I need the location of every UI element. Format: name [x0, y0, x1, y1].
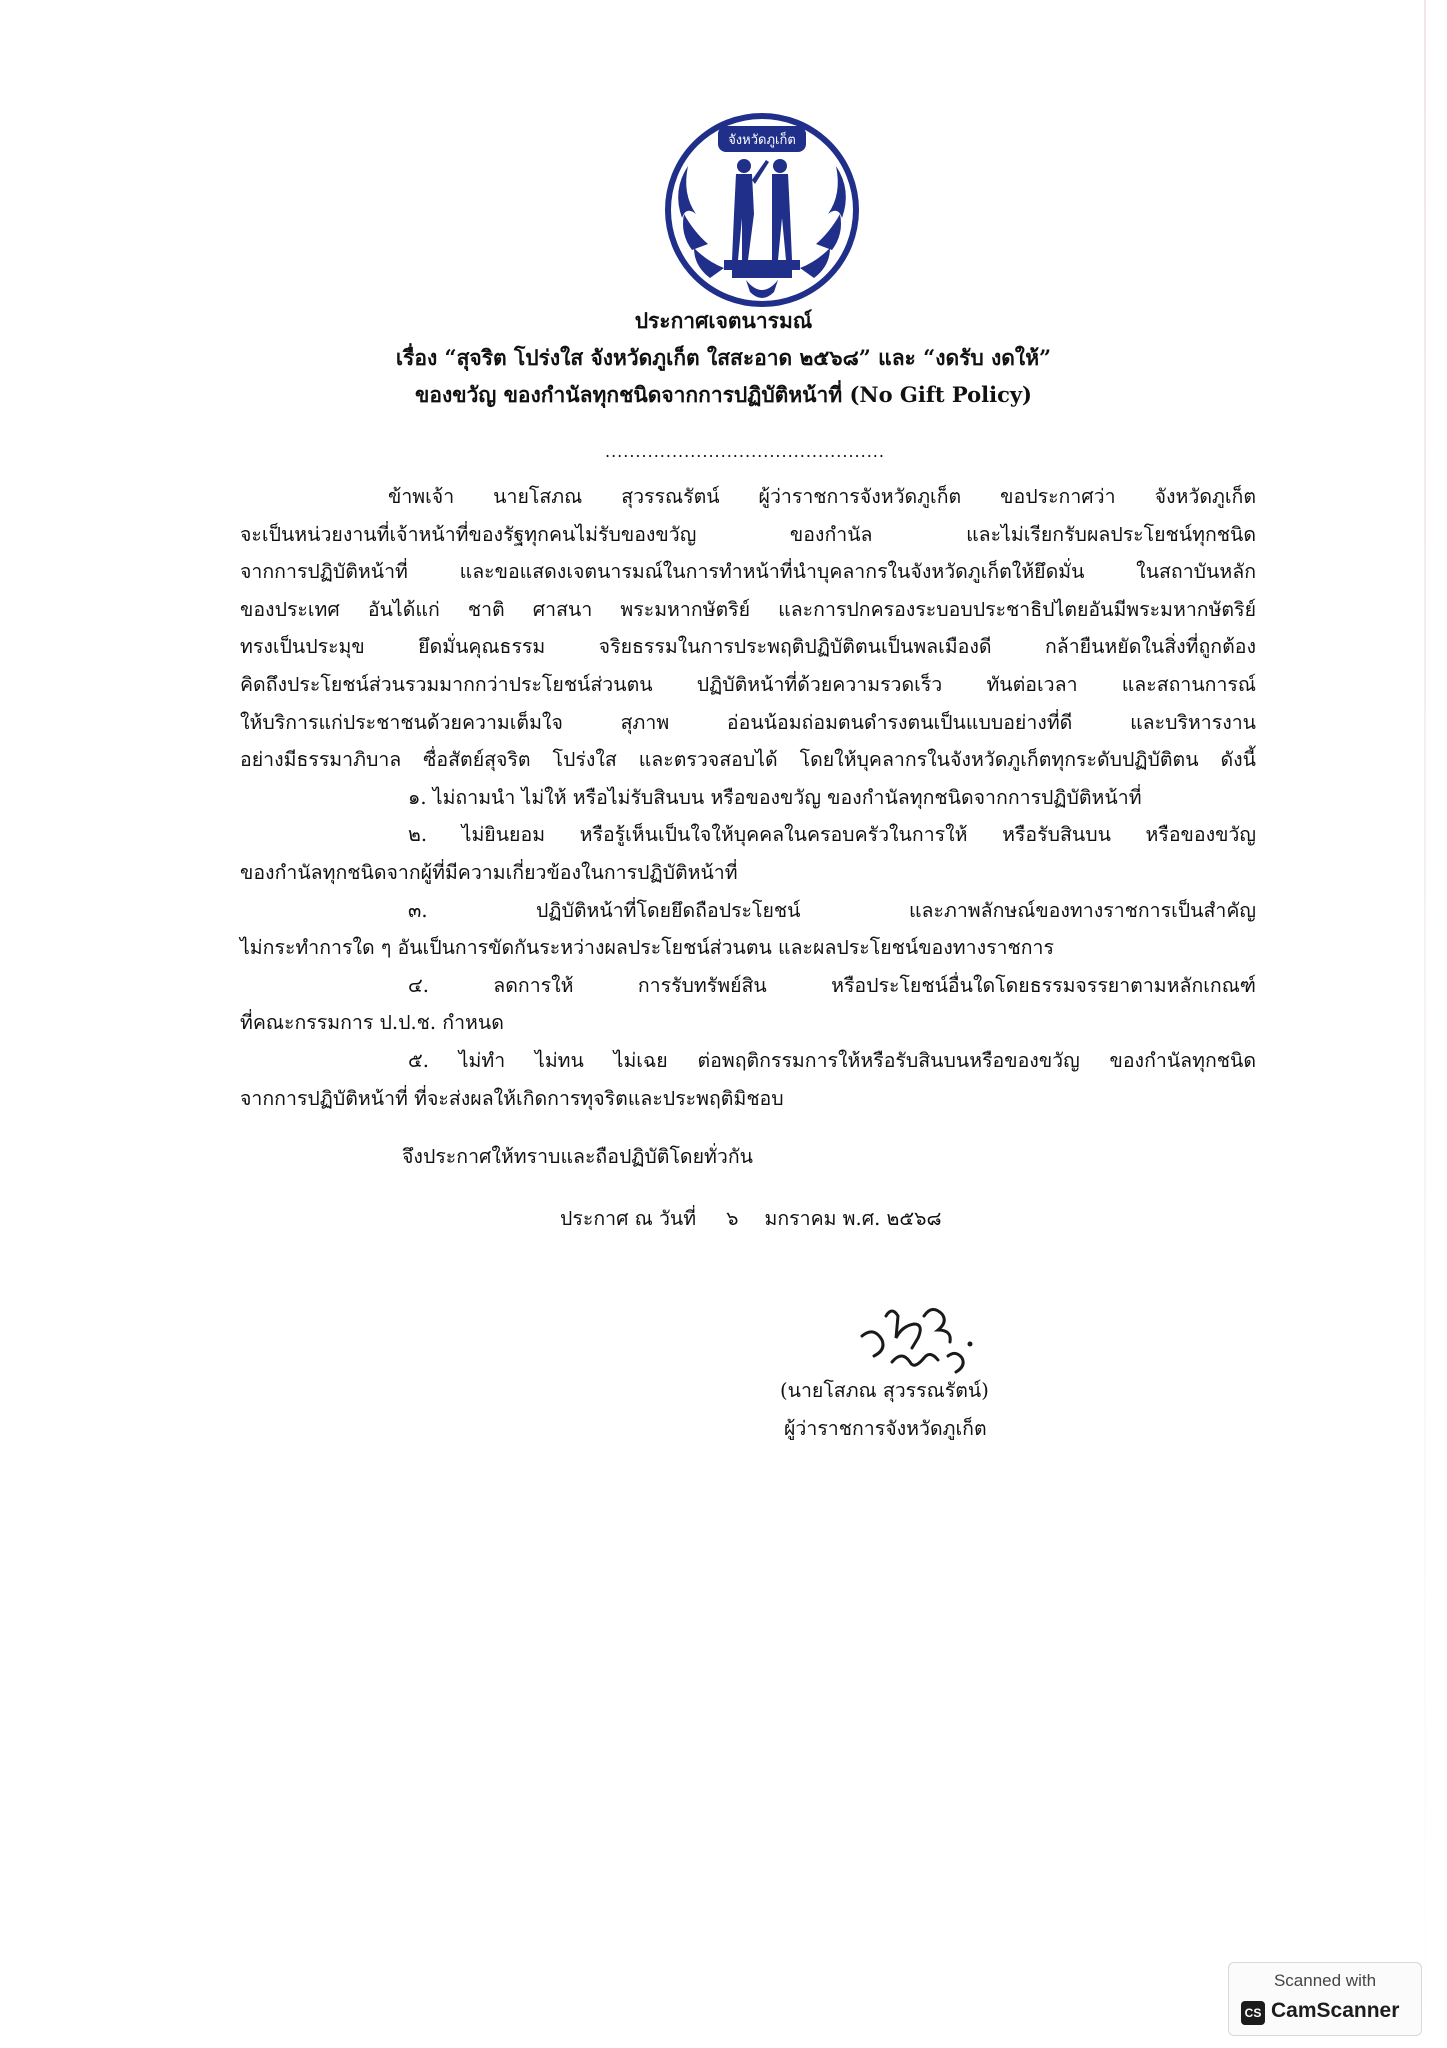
- list-item-2-continuation: ของกำนัลทุกชนิดจากผู้ที่มีความเกี่ยวข้องในการปฏิบัติหน้าที่: [240, 860, 738, 884]
- list-item-4-continuation: ที่คณะกรรมการ ป.ป.ช. กำหนด: [240, 1011, 504, 1035]
- scan-edge-mark: [1424, 0, 1426, 2048]
- intro-line: ให้บริการแก่ประชาชนด้วยความเต็มใจ สุภาพ อ่อนน้อมถ่อมตนดำรงตนเป็นแบบอย่างที่ดี และบริหารงาน: [240, 710, 1256, 734]
- intro-line: ของประเทศ อันได้แก่ ชาติ ศาสนา พระมหากษัตริย์ และการปกครองระบอบประชาธิปไตยอันมีพระมหากษัตริย์: [240, 597, 1256, 621]
- announcement-date: [560, 1200, 942, 1237]
- date-prefix: ประกาศ ณ วันที่: [560, 1207, 697, 1230]
- scanner-caption: Scanned with: [1273, 1971, 1377, 1990]
- intro-line: คิดถึงประโยชน์ส่วนรวมมากกว่าประโยชน์ส่วนตน ปฏิบัติหน้าที่ด้วยความรวดเร็ว ทันต่อเวลา และสถานการณ์: [240, 672, 1256, 696]
- announcement-body: [240, 478, 1256, 1117]
- closing-statement: จึงประกาศให้ทราบและถือปฏิบัติโดยทั่วกัน: [402, 1145, 753, 1168]
- camscanner-watermark: [1228, 1962, 1422, 2036]
- intro-line: อย่างมีธรรมาภิบาล ซื่อสัตย์สุจริต โปร่งใส และตรวจสอบได้ โดยให้บุคลากรในจังหวัดภูเก็ตทุกระดับปฏิบัติตน ดังนี้: [240, 748, 1256, 772]
- title-separator: ..............................................: [605, 442, 885, 461]
- list-item-5: ๕. ไม่ทำ ไม่ทน ไม่เฉย ต่อพฤติกรรมการให้หรือรับสินบนหรือของขวัญ ของกำนัลทุกชนิด: [408, 1048, 1256, 1072]
- list-item-4: ๔. ลดการให้ การรับทรัพย์สิน หรือประโยชน์อื่นใดโดยธรรมจรรยาตามหลักเกณฑ์: [408, 973, 1256, 997]
- title-line-2: เรื่อง “สุจริต โปร่งใส จังหวัดภูเก็ต ใสสะอาด ๒๕๖๘” และ “งดรับ งดให้”: [395, 345, 1052, 370]
- signer-name: (นายโสภณ สุวรรณรัตน์): [780, 1379, 989, 1402]
- list-item-5-continuation: จากการปฏิบัติหน้าที่ ที่จะส่งผลให้เกิดการทุจริตและประพฤติมิชอบ: [240, 1086, 784, 1110]
- list-item-3: ๓. ปฏิบัติหน้าที่โดยยึดถือประโยชน์ และภาพลักษณ์ของทางราชการเป็นสำคัญ: [408, 898, 1256, 922]
- phuket-province-seal-icon: [662, 110, 862, 310]
- date-day: ๖: [726, 1207, 739, 1230]
- intro-line: ข้าพเจ้า นายโสภณ สุวรรณรัตน์ ผู้ว่าราชการจังหวัดภูเก็ต ขอประกาศว่า จังหวัดภูเก็ต: [388, 485, 1256, 508]
- intro-line: จากการปฏิบัติหน้าที่ และขอแสดงเจตนารมณ์ในการทำหน้าที่นำบุคลากรในจังหวัดภูเก็ตให้ยึดมั่น ในสถาบันหลัก: [240, 560, 1256, 584]
- seal-ring-text: จังหวัดภูเก็ต: [728, 133, 796, 148]
- list-item-2: ๒. ไม่ยินยอม หรือรู้เห็นเป็นใจให้บุคคลในครอบครัวในการให้ หรือรับสินบน หรือของขวัญ: [408, 823, 1256, 847]
- date-month-year: มกราคม พ.ศ. ๒๕๖๘: [764, 1207, 942, 1230]
- camscanner-logo-icon: CS: [1241, 2001, 1265, 2025]
- list-item-3-continuation: ไม่กระทำการใด ๆ อันเป็นการขัดกันระหว่างผลประโยชน์ส่วนตน และผลประโยชน์ของทางราชการ: [240, 936, 1054, 960]
- list-item-1: ๑. ไม่ถามนำ ไม่ให้ หรือไม่รับสินบน หรือของขวัญ ของกำนัลทุกชนิดจากการปฏิบัติหน้าที่: [408, 785, 1142, 809]
- scanner-brand: CamScanner: [1271, 1999, 1400, 2022]
- title-line-1: ประกาศเจตนารมณ์: [634, 308, 813, 333]
- announcement-title: [150, 302, 1297, 413]
- intro-line: จะเป็นหน่วยงานที่เจ้าหน้าที่ของรัฐทุกคนไม่รับของขวัญ ของกำนัล และไม่เรียกรับผลประโยชน์ทุกชนิด: [240, 522, 1256, 546]
- title-line-3: ของขวัญ ของกำนัลทุกชนิดจากการปฏิบัติหน้าที่ (No Gift Policy): [415, 382, 1032, 407]
- signer-position: ผู้ว่าราชการจังหวัดภูเก็ต: [784, 1417, 987, 1440]
- intro-line: ทรงเป็นประมุข ยึดมั่นคุณธรรม จริยธรรมในการประพฤติปฏิบัติตนเป็นพลเมืองดี กล้ายืนหยัดในสิ่งที่ถูกต้อง: [240, 635, 1256, 659]
